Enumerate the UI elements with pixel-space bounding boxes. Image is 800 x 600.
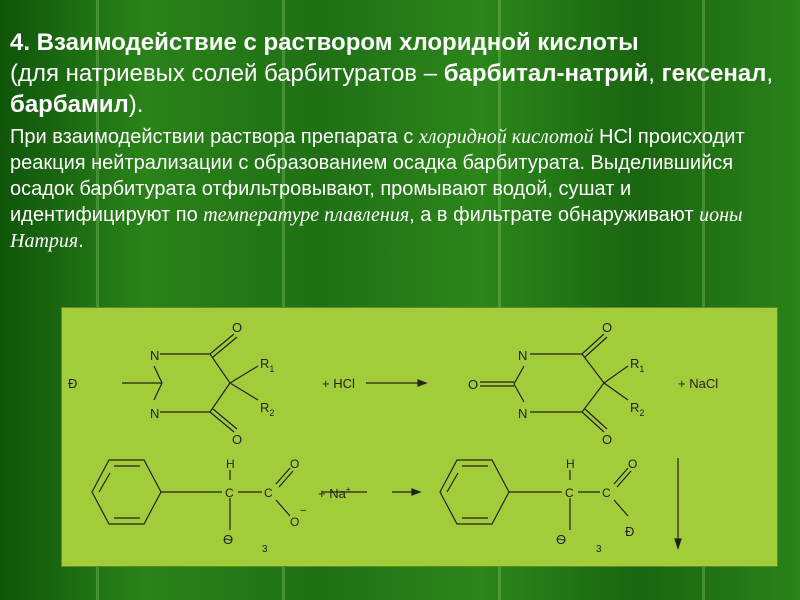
eq2-reactant-o-top: O xyxy=(290,457,300,471)
subtitle-end: ). xyxy=(128,91,144,118)
subtitle-separator: , xyxy=(766,60,774,87)
para-text: При взаимодействии раствора препарата с xyxy=(10,126,419,148)
product-r2: $R_2$ xyxy=(630,400,645,418)
reactant-n-bottom: N xyxy=(150,406,160,421)
eq2-product-sub3: 3 xyxy=(596,544,602,555)
para-italic: температуре плавления xyxy=(203,204,410,226)
product-r1: $R_1$ xyxy=(630,356,645,374)
reactant-o-bottom: O xyxy=(232,432,243,447)
product-o-bottom: O xyxy=(602,432,613,447)
subtitle-separator: , xyxy=(648,60,662,87)
reactant-r1: $R_1$ xyxy=(260,356,275,374)
para-text: . xyxy=(78,230,84,252)
subtitle-prefix: (для натриевых солей барбитуратов – xyxy=(10,60,444,87)
eq2-product-c1: C xyxy=(565,486,574,500)
eq2-reactant-sub3: 3 xyxy=(262,544,268,555)
reactant-left-mark: Ð xyxy=(68,376,78,391)
eq2-reactant-h: H xyxy=(226,457,235,471)
eq2-reactant-o-minus: O xyxy=(290,515,300,529)
eq2-product-right-mark: Ð xyxy=(625,524,635,539)
eq2-product-bottom-mark: Ѳ xyxy=(556,532,567,547)
reaction-scheme-panel xyxy=(61,307,778,567)
eq2-product-c2: C xyxy=(602,486,611,500)
eq2-product-o-top: O xyxy=(628,457,638,471)
subtitle-drug-1: барбитал-натрий xyxy=(443,60,649,87)
slide-title: 4. Взаимодействие с раствором хлоридной кислоты xyxy=(10,29,639,56)
para-italic: хлоридной кислотой xyxy=(418,126,594,148)
reactant-n-top: N xyxy=(150,348,160,363)
reactant-o-top: O xyxy=(232,320,243,335)
reagent-na: + Na+ xyxy=(318,485,351,501)
para-italic: ионы Натрия xyxy=(10,204,743,252)
subtitle-drug-2: гексенал xyxy=(661,60,767,87)
eq2-product-h: H xyxy=(566,457,575,471)
eq2-reactant-c1: C xyxy=(225,486,234,500)
subtitle-drug-3: барбамил xyxy=(10,91,129,118)
product-o-top: O xyxy=(602,320,613,335)
slide-subtitle xyxy=(10,58,790,120)
product-o-left: O xyxy=(468,377,479,392)
slide-text xyxy=(10,28,790,254)
product-n-bottom: N xyxy=(518,406,528,421)
para-text: , а в фильтрате обнаруживают xyxy=(409,204,700,226)
para-text: HCl происходит реакция нейтрализации с образованием осадка барбитурата. Выделившийся осадок барбитурата отфильтровывают, промывают водой, сушат и идентифицируют по xyxy=(10,126,745,226)
eq2-reactant-bottom-mark: Ѳ xyxy=(223,532,234,547)
eq2-reactant-c2: C xyxy=(264,486,273,500)
description-paragraph xyxy=(10,124,790,254)
reagent-hcl: + HCl xyxy=(322,376,355,391)
eq2-reactant-minus: − xyxy=(300,505,307,517)
byproduct-nacl: + NaCl xyxy=(678,376,719,391)
product-n-top: N xyxy=(518,348,528,363)
reaction-scheme xyxy=(62,308,777,566)
reactant-r2: $R_2$ xyxy=(260,400,275,418)
